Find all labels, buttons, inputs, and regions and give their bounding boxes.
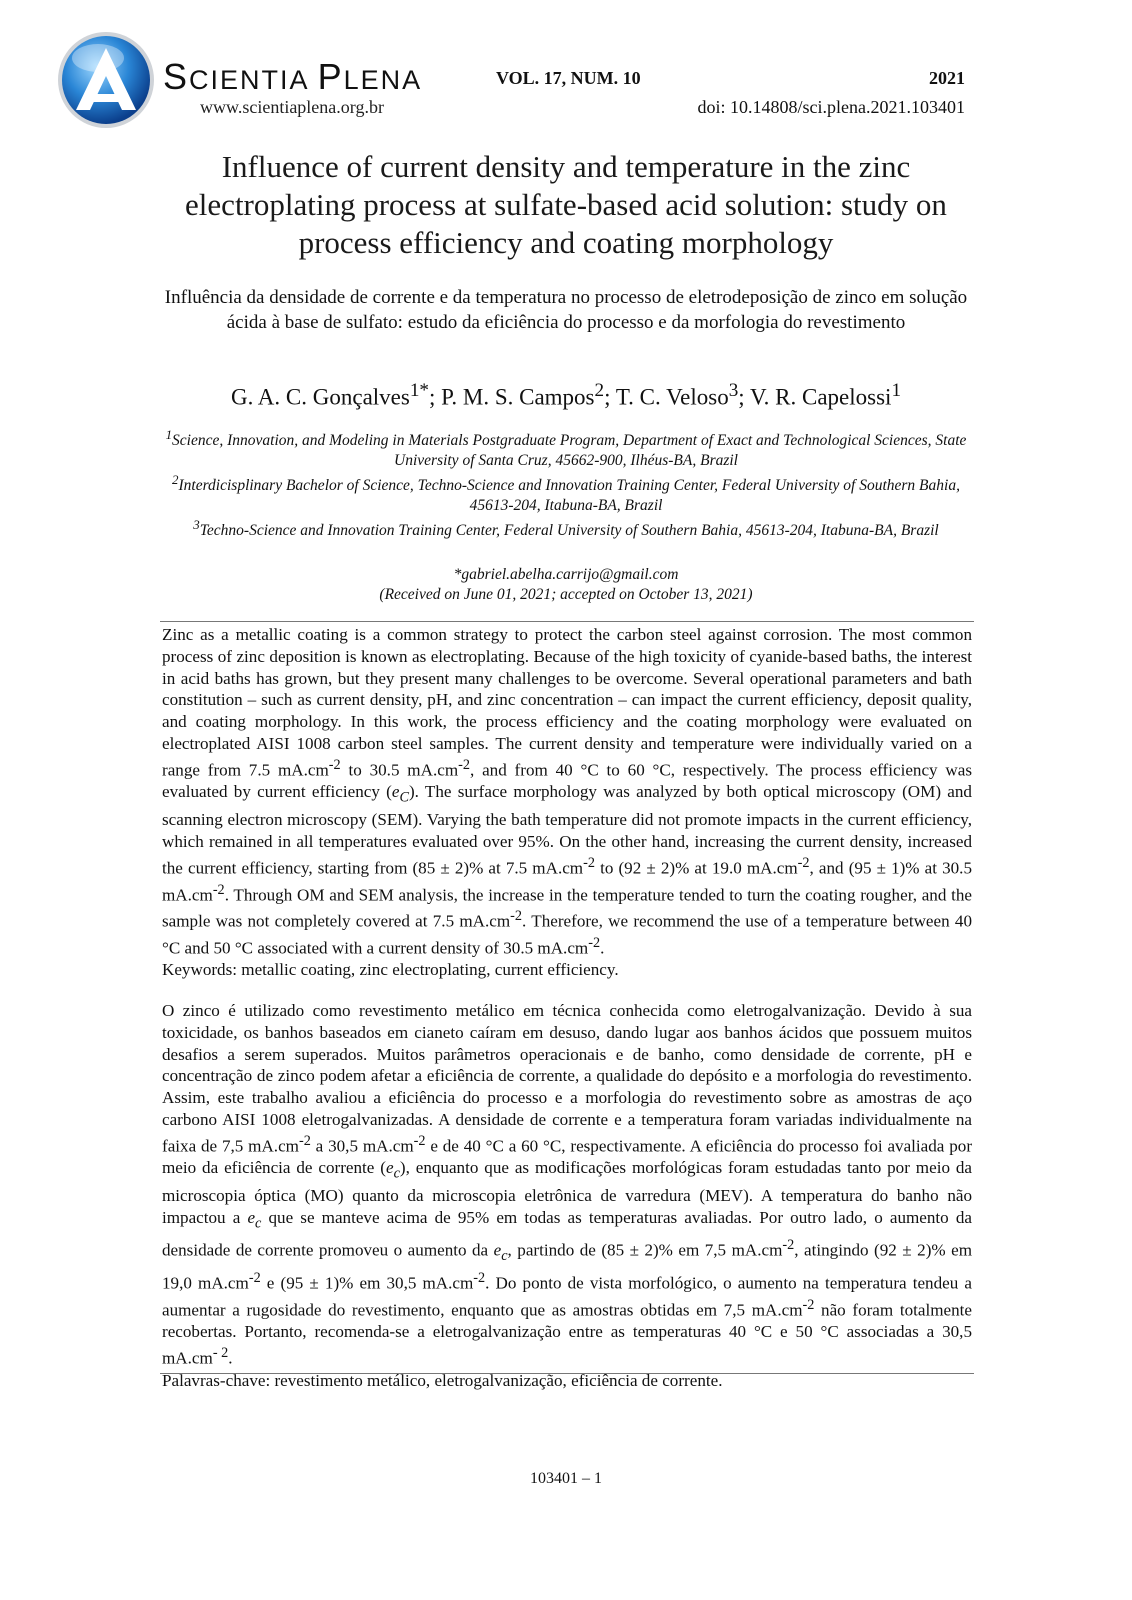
abstract-portuguese bbox=[162, 1000, 972, 1391]
affiliation-item: $^3$Techno-Science and Innovation Training Center, Federal University of Southern Bahia, 45613-204, Itabuna-BA, Brazil bbox=[193, 517, 939, 540]
page-number: 103401 – 1 bbox=[530, 1470, 602, 1487]
paper-title: Influence of current density and temperature in the zinc electroplating process at sulfate-based acid solution: study on process efficiency and coating morphology bbox=[185, 149, 947, 260]
affiliation-item: $^2$Interdicisplinary Bachelor of Science, Techno-Science and Innovation Training Center, Federal University of Southern Bahia, 45613-204, Itabuna-BA, Brazil bbox=[172, 472, 960, 514]
author-list: G. A. C. Gonçalves$^{1*}$; P. M. S. Campos$^2$; T. C. Veloso$^3$; V. R. Capelossi$^1$ bbox=[230, 380, 902, 410]
paper-subtitle-pt: Influência da densidade de corrente e da temperatura no processo de eletrodeposição de zinco em solução ácida à base de sulfato: estudo da eficiência do processo e da morfologia do revestimento bbox=[164, 287, 968, 333]
volume-number: VOL. 17, NUM. 10 bbox=[496, 68, 641, 88]
keywords: Keywords: metallic coating, zinc electroplating, current efficiency. bbox=[162, 960, 619, 979]
journal-url[interactable]: www.scientiaplena.org.br bbox=[200, 97, 384, 117]
author-name: G. A. C. Gonçalves bbox=[230, 384, 410, 410]
received-dates: (Received on June 01, 2021; accepted on October 13, 2021) bbox=[379, 585, 753, 603]
journal-name: SCIENTIA PLENA bbox=[163, 56, 423, 97]
abstract-text: Zinc as a metallic coating is a common strategy to protect the carbon steel against corrosion. The most common process of zinc deposition is known as electroplating. Because of the high toxicity of cyanide-based baths, the interest in acid baths has grown, but they present many challenges to be overcome. Several operational parameters and bath constitution – such as current density, pH, and zinc concentration – can impact the current efficiency, deposit quality, and coating morphology. In this work, the process efficiency and the coating morphology were evaluated on electroplated AISI 1008 carbon steel samples. The current density and temperature were individually varied on a range from 7.5 $mA.cm^{-2}$ to 30.5 $mA.cm^{-2}$, and from 40 °C to 60 °C, respectively. The process efficiency was evaluated by current efficiency $(e_C)$. The surface morphology was analyzed by both optical microscopy (OM) and scanning electron microscopy (SEM). Varying the bath temperature did not promote impacts in the current efficiency, which remained in all temperatures evaluated over 95%. On the other hand, increasing the current density, increased the current efficiency, starting from (85 ± 2)% at 7.5 $mA.cm^{-2}$ to (92 ± 2)% at 19.0 $mA.cm^{-2}$, and (95 ± 1)% at 30.5 $mA.cm^{-2}$. Through OM and SEM analysis, the increase in the temperature tended to turn the coating rougher, and the sample was not completely covered at 7.5 $mA.cm^{-2}$. Therefore, we recommend the use of a temperature between 40 °C and 50 °C associated with a current density of 30.5 $mA.cm^{-2}$. bbox=[162, 625, 972, 958]
page-header bbox=[0, 0, 1132, 150]
author-name: T. C. Veloso bbox=[615, 384, 729, 410]
contact-block bbox=[160, 565, 972, 604]
keywords: Palavras-chave: revestimento metálico, eletrogalvanização, eficiência de corrente. bbox=[162, 1370, 723, 1390]
abstract-english bbox=[162, 624, 972, 981]
author-name: P. M. S. Campos bbox=[441, 384, 595, 410]
contact-email[interactable]: *gabriel.abelha.carrijo@gmail.com bbox=[453, 566, 679, 583]
affiliations bbox=[165, 425, 967, 541]
abstract-top-rule bbox=[160, 621, 974, 622]
scientia-plena-logo bbox=[56, 30, 156, 130]
abstract-text: O zinco é utilizado como revestimento metálico em técnica conhecida como eletrogalvanização. Devido à sua toxicidade, os banhos baseados em cianeto caíram em desuso, dando lugar aos banhos ácidos que possuem muitos desafios a serem superados. Muitos parâmetros operacionais e de banho, como densidade de corrente, pH e concentração de zinco podem afetar a eficiência de corrente, a qualidade do depósito e a morfologia do revestimento. Assim, este trabalho avaliou a eficiência do processo e a morfologia do revestimento sobre as amostras de aço carbono AISI 1008 eletrogalvanizadas. A densidade de corrente e a temperatura foram variadas individualmente na faixa de 7,5 $mA.cm^{-2}$ a 30,5 $mA.cm^{-2}$ e de 40 °C a 60 °C, respectivamente. A eficiência do processo foi avaliada por meio da eficiência de corrente $(e_c)$, enquanto que as modificações morfológicas foram estudadas tanto por meio da microscopia óptica (MO) quanto da microscopia eletrônica de varredura (MEV). A temperatura do banho não impactou a $e_c$ que se manteve acima de 95% em todas as temperaturas avaliadas. Por outro lado, o aumento da densidade de corrente promoveu o aumento da $e_c$, partindo de (85 ± 2)% em 7,5 $mA.cm^{-2}$, atingindo (92 ± 2)% em 19,0 $mA.cm^{-2}$ e (95 ± 1)% em 30,5 $mA.cm^{-2}$. Do ponto de vista morfológico, o aumento na temperatura tendeu a aumentar a rugosidade do revestimento, enquanto que as amostras obtidas em 7,5 $mA.cm^{-2}$ não foram totalmente recobertas. Portanto, recomenda-se a eletrogalvanização entre as temperaturas 40 °C e 50 °C associadas a 30,5 $mA.cm^{- 2}$. bbox=[162, 1001, 973, 1368]
affiliation-item: $^1$Science, Innovation, and Modeling in Materials Postgraduate Program, Department of Exact and Technological Sciences, State University of Santa Cruz, 45662-900, Ilhéus-BA, Brazil bbox=[165, 427, 967, 469]
author-name: V. R. Capelossi bbox=[750, 384, 892, 410]
doi-link[interactable]: doi: 10.14808/sci.plena.2021.103401 bbox=[697, 97, 965, 117]
abstract-bottom-rule bbox=[160, 1373, 974, 1374]
publication-year: 2021 bbox=[929, 68, 965, 88]
